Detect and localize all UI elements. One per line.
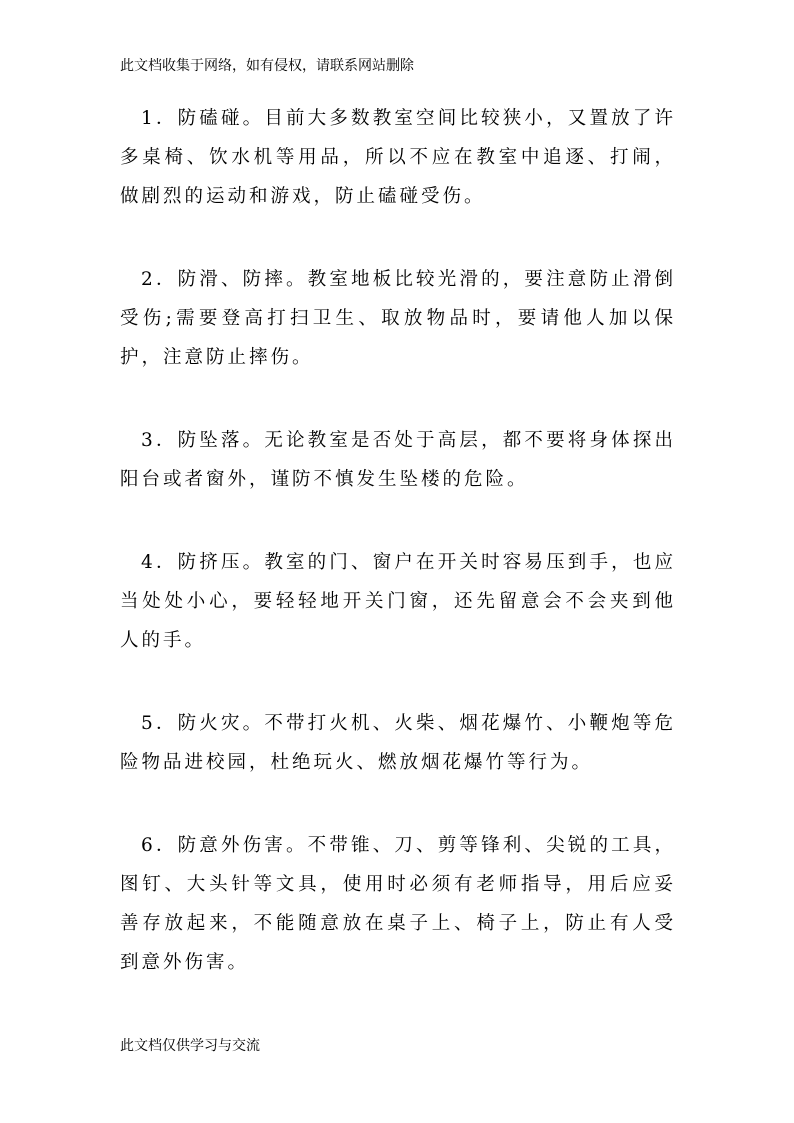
paragraph-6: 6．防意外伤害。不带锥、刀、剪等锋利、尖锐的工具，图钉、大头针等文具，使用时必须有老师指导，用后应妥善存放起来，不能随意放在桌子上、椅子上，防止有人受到意外伤害。 <box>120 835 676 973</box>
paragraph-4: 4．防挤压。教室的门、窗户在开关时容易压到手，也应当处处小心，要轻轻地开关门窗，还先留意会不会夹到他人的手。 <box>120 552 676 651</box>
paragraph-2: 2．防滑、防摔。教室地板比较光滑的，要注意防止滑倒受伤;需要登高打扫卫生、取放物品时，要请他人加以保护，注意防止摔伤。 <box>120 269 676 368</box>
paragraph-5: 5．防火灾。不带打火机、火柴、烟花爆竹、小鞭炮等危险物品进校园，杜绝玩火、燃放烟花爆竹等行为。 <box>120 713 676 773</box>
footer-note: 此文档仅供学习与交流 <box>120 1038 260 1054</box>
document-body <box>120 99 676 1026</box>
header-note: 此文档收集于网络，如有侵权，请联系网站删除 <box>120 58 414 74</box>
paragraph-1: 1．防磕碰。目前大多数教室空间比较狭小，又置放了许多桌椅、饮水机等用品，所以不应在教室中追逐、打闹，做剧烈的运动和游戏，防止磕碰受伤。 <box>120 108 676 207</box>
paragraph-3: 3．防坠落。无论教室是否处于高层，都不要将身体探出阳台或者窗外，谨防不慎发生坠楼的危险。 <box>120 430 676 490</box>
